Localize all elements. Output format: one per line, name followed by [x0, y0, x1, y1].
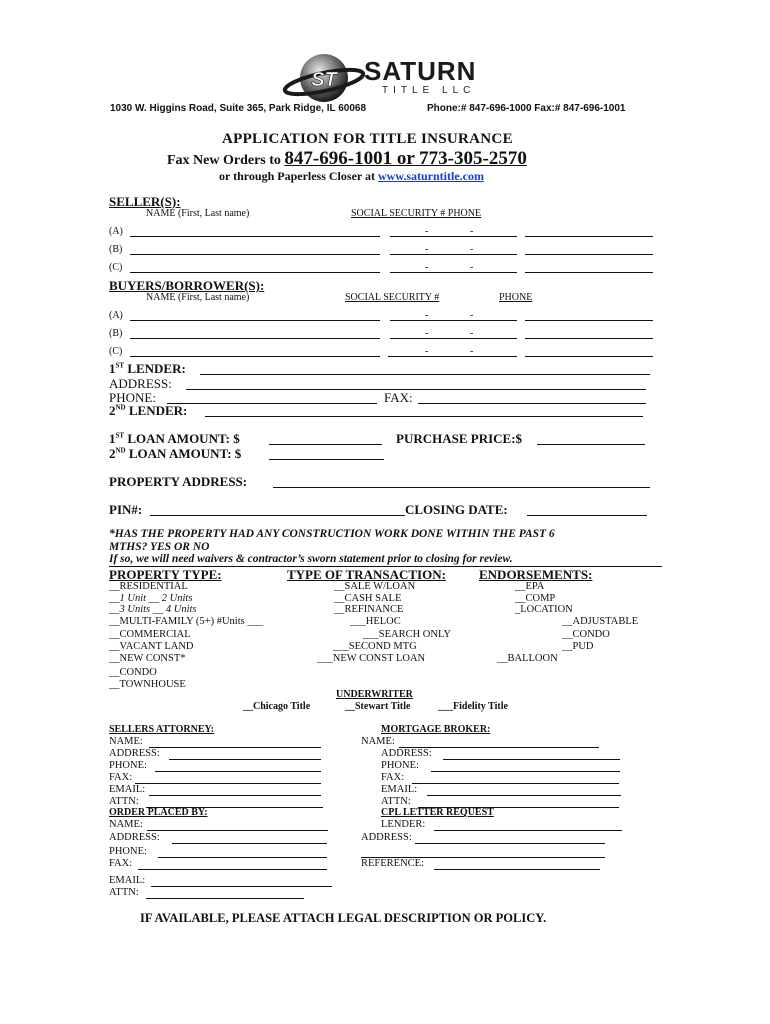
second-loan-amount-label: 2ND LOAN AMOUNT: $: [109, 446, 242, 461]
property-address-field[interactable]: [273, 487, 650, 488]
underwriter-heading: UNDERWRITER: [336, 689, 413, 700]
buyers-ssn-column: SOCIAL SECURITY #: [345, 292, 440, 303]
underwriter-fidelity[interactable]: ___Fidelity Title: [438, 701, 508, 712]
buyers-heading: BUYERS/BORROWER(S):: [109, 278, 265, 293]
mortgage-broker-fax-label: FAX:: [381, 772, 405, 783]
transaction-cash-sale[interactable]: __CASH SALE: [334, 593, 402, 604]
transaction-refinance[interactable]: __REFINANCE: [334, 604, 404, 615]
buyer-c-name-field[interactable]: [130, 356, 380, 357]
sellers-attorney-heading: SELLERS ATTORNEY:: [109, 724, 215, 735]
website-link[interactable]: www.saturntitle.com: [378, 169, 484, 183]
order-placed-name-label: NAME:: [109, 819, 143, 830]
order-placed-phone-label: PHONE:: [109, 846, 147, 857]
sellers-attorney-name-field[interactable]: [149, 747, 321, 748]
seller-b-ssn-dash: -: [425, 244, 429, 255]
closing-date-field[interactable]: [527, 515, 647, 516]
mortgage-broker-phone-field[interactable]: [431, 771, 620, 772]
buyer-c-ssn-dash: -: [470, 346, 474, 357]
seller-a-phone-field[interactable]: [525, 236, 653, 237]
order-placed-heading: ORDER PLACED BY:: [109, 807, 208, 818]
transaction-sale-w-loan[interactable]: __SALE W/LOAN: [334, 581, 416, 592]
order-placed-attn-field[interactable]: [146, 898, 304, 899]
logo-name: SATURN: [364, 56, 477, 86]
sellers-attorney-name-label: NAME:: [109, 736, 143, 747]
lender-address-label: ADDRESS:: [109, 376, 172, 391]
lender-phone-label: PHONE:: [109, 390, 156, 405]
endorsements-heading: ENDORSEMENTS:: [479, 567, 593, 582]
cpl-address-label: ADDRESS:: [361, 832, 412, 843]
cpl-lender-label: LENDER:: [381, 819, 426, 830]
buyer-a-ssn-dash: -: [470, 310, 474, 321]
sellers-heading: SELLER(S):: [109, 194, 181, 209]
fax-orders-numbers: 847-696-1001 or 773-305-2570: [284, 148, 527, 169]
property-type-vacant-land[interactable]: __VACANT LAND: [109, 641, 194, 652]
buyers-phone-column: PHONE: [499, 292, 533, 303]
lender-phone-field[interactable]: [167, 403, 377, 404]
mortgage-broker-email-field[interactable]: [427, 795, 621, 796]
pin-label: PIN#:: [109, 502, 143, 517]
order-placed-fax-field[interactable]: [138, 869, 327, 870]
buyer-a-ssn-dash: -: [425, 310, 429, 321]
lender-address-field[interactable]: [186, 389, 646, 390]
seller-b-ssn-field[interactable]: [390, 254, 517, 255]
seller-a-ssn-dash: -: [470, 226, 474, 237]
lender-fax-field[interactable]: [418, 403, 646, 404]
lender-fax-label: FAX:: [384, 390, 413, 405]
construction-question-line1: *HAS THE PROPERTY HAD ANY CONSTRUCTION WORK DONE WITHIN THE PAST 6: [109, 528, 555, 540]
cpl-address-field[interactable]: [415, 843, 605, 844]
buyer-c-ssn-dash: -: [425, 346, 429, 357]
mortgage-broker-address-field[interactable]: [443, 759, 620, 760]
mortgage-broker-attn-label: ATTN:: [381, 796, 411, 807]
legal-description-notice: IF AVAILABLE, PLEASE ATTACH LEGAL DESCRIPTION OR POLICY.: [140, 911, 547, 925]
endorsement-pud[interactable]: __PUD: [562, 641, 594, 652]
purchase-price-label: PURCHASE PRICE:$: [396, 431, 523, 446]
property-type-townhouse[interactable]: __TOWNHOUSE: [109, 679, 186, 690]
seller-c-ssn-field[interactable]: [390, 272, 517, 273]
seller-row-b-label: (B): [109, 244, 123, 255]
mortgage-broker-name-label: NAME:: [361, 736, 395, 747]
property-type-1-2-units[interactable]: __1 Unit __ 2 Units: [109, 593, 193, 604]
company-phone-fax: Phone:# 847-696-1000 Fax:# 847-696-1001: [427, 103, 626, 114]
buyer-b-ssn-dash: -: [425, 328, 429, 339]
fax-orders-line: [167, 148, 527, 170]
seller-c-name-field[interactable]: [130, 272, 380, 273]
order-placed-address-label: ADDRESS:: [109, 832, 160, 843]
buyer-a-phone-field[interactable]: [525, 320, 653, 321]
buyer-b-name-field[interactable]: [130, 338, 380, 339]
seller-a-ssn-field[interactable]: [390, 236, 517, 237]
cpl-request-heading: CPL LETTER REQUEST: [381, 807, 494, 818]
endorsement-location[interactable]: _LOCATION: [515, 604, 573, 615]
property-type-new-const[interactable]: __NEW CONST*: [109, 653, 186, 664]
saturn-planet-icon: [282, 50, 366, 108]
property-type-commercial[interactable]: __COMMERCIAL: [109, 629, 191, 640]
first-loan-amount-field[interactable]: [269, 444, 382, 445]
order-placed-name-field[interactable]: [147, 830, 328, 831]
underwriter-chicago[interactable]: __Chicago Title: [243, 701, 311, 712]
seller-row-c-label: (C): [109, 262, 123, 273]
buyer-c-ssn-field[interactable]: [388, 356, 517, 357]
seller-c-ssn-dash: -: [425, 262, 429, 273]
cpl-reference-field[interactable]: [434, 869, 600, 870]
seller-b-ssn-dash: -: [470, 244, 474, 255]
mortgage-broker-phone-label: PHONE:: [381, 760, 419, 771]
logo-subtitle: TITLE LLC: [382, 85, 476, 96]
sellers-attorney-phone-field[interactable]: [155, 771, 321, 772]
seller-a-ssn-dash: -: [425, 226, 429, 237]
first-lender-label: 1ST LENDER:: [109, 361, 186, 376]
paperless-prefix: or through Paperless Closer at: [219, 169, 378, 183]
sellers-name-column: NAME (First, Last name): [146, 208, 250, 219]
order-placed-fax-label: FAX:: [109, 858, 133, 869]
page-title: APPLICATION FOR TITLE INSURANCE: [222, 131, 513, 147]
saturn-title-logo: [282, 50, 512, 108]
seller-b-name-field[interactable]: [130, 254, 380, 255]
sellers-attorney-fax-field[interactable]: [135, 783, 321, 784]
property-address-label: PROPERTY ADDRESS:: [109, 474, 248, 489]
second-loan-amount-field[interactable]: [269, 459, 384, 460]
paperless-line: [219, 169, 484, 184]
property-type-residential[interactable]: __RESIDENTIAL: [109, 581, 188, 592]
cpl-lender-field[interactable]: [434, 830, 622, 831]
first-loan-amount-label: 1ST LOAN AMOUNT: $: [109, 431, 240, 446]
buyer-b-ssn-dash: -: [470, 328, 474, 339]
order-placed-phone-field[interactable]: [158, 857, 327, 858]
buyer-row-a-label: (A): [109, 310, 123, 321]
buyer-a-name-field[interactable]: [130, 320, 380, 321]
sellers-attorney-email-field[interactable]: [149, 795, 321, 796]
transaction-new-const-loan[interactable]: ___NEW CONST LOAN: [317, 653, 426, 664]
seller-c-ssn-dash: -: [470, 262, 474, 273]
buyer-b-ssn-field[interactable]: [390, 338, 517, 339]
seller-c-phone-field[interactable]: [525, 272, 653, 273]
endorsement-epa[interactable]: __EPA: [515, 581, 545, 592]
property-type-heading: PROPERTY TYPE:: [109, 567, 222, 582]
order-placed-email-field[interactable]: [151, 886, 332, 887]
property-type-multi-family[interactable]: __MULTI-FAMILY (5+) #Units ___: [109, 616, 264, 627]
transaction-heloc[interactable]: ___HELOC: [350, 616, 401, 627]
buyer-c-phone-field[interactable]: [525, 356, 653, 357]
sellers-attorney-address-field[interactable]: [169, 759, 321, 760]
seller-a-name-field[interactable]: [130, 236, 380, 237]
endorsement-balloon[interactable]: __BALLOON: [497, 653, 558, 664]
sellers-attorney-attn-label: ATTN:: [109, 796, 139, 807]
pin-field[interactable]: [150, 515, 405, 516]
order-placed-address-field[interactable]: [172, 843, 327, 844]
company-address: 1030 W. Higgins Road, Suite 365, Park Ridge, IL 60068: [110, 103, 367, 114]
order-placed-email-label: EMAIL:: [109, 875, 146, 886]
endorsement-condo[interactable]: __CONDO: [562, 629, 610, 640]
endorsement-comp[interactable]: __COMP: [515, 593, 556, 604]
second-lender-label: 2ND LENDER:: [109, 403, 188, 418]
mortgage-broker-heading: MORTGAGE BROKER:: [381, 724, 491, 735]
seller-b-phone-field[interactable]: [525, 254, 653, 255]
sellers-attorney-address-label: ADDRESS:: [109, 748, 160, 759]
closing-date-label: CLOSING DATE:: [405, 502, 508, 517]
first-lender-field[interactable]: [200, 374, 650, 375]
order-placed-attn-label: ATTN:: [109, 887, 139, 898]
sellers-attorney-email-label: EMAIL:: [109, 784, 146, 795]
seller-row-a-label: (A): [109, 226, 123, 237]
cpl-reference-label: REFERENCE:: [361, 858, 425, 869]
buyers-name-column: NAME (First, Last name): [146, 292, 250, 303]
mortgage-broker-email-label: EMAIL:: [381, 784, 418, 795]
mortgage-broker-fax-field[interactable]: [412, 783, 619, 784]
second-lender-field[interactable]: [205, 416, 643, 417]
sellers-attorney-phone-label: PHONE:: [109, 760, 147, 771]
transaction-search-only[interactable]: ___SEARCH ONLY: [363, 629, 451, 640]
buyer-row-c-label: (C): [109, 346, 123, 357]
mortgage-broker-address-label: ADDRESS:: [381, 748, 432, 759]
sellers-attorney-fax-label: FAX:: [109, 772, 133, 783]
construction-note: If so, we will need waivers & contractor’s sworn statement prior to closing for review.: [109, 553, 513, 565]
purchase-price-field[interactable]: [537, 444, 645, 445]
logo-mark: ST: [311, 69, 337, 91]
buyer-b-phone-field[interactable]: [525, 338, 653, 339]
construction-question-line2: MTHS? YES OR NO: [109, 541, 210, 553]
transaction-type-heading: TYPE OF TRANSACTION:: [287, 567, 446, 582]
endorsement-adjustable[interactable]: __ADJUSTABLE: [562, 616, 639, 627]
underwriter-stewart[interactable]: __Stewart Title: [345, 701, 411, 712]
property-type-condo[interactable]: __CONDO: [109, 667, 157, 678]
property-type-3-4-units[interactable]: __3 Units __ 4 Units: [109, 604, 197, 615]
buyer-row-b-label: (B): [109, 328, 123, 339]
fax-orders-prefix: Fax New Orders to: [167, 153, 285, 168]
buyer-a-ssn-field[interactable]: [390, 320, 517, 321]
sellers-ssn-phone-column: SOCIAL SECURITY # PHONE: [351, 208, 482, 219]
transaction-second-mtg[interactable]: ___SECOND MTG: [333, 641, 417, 652]
